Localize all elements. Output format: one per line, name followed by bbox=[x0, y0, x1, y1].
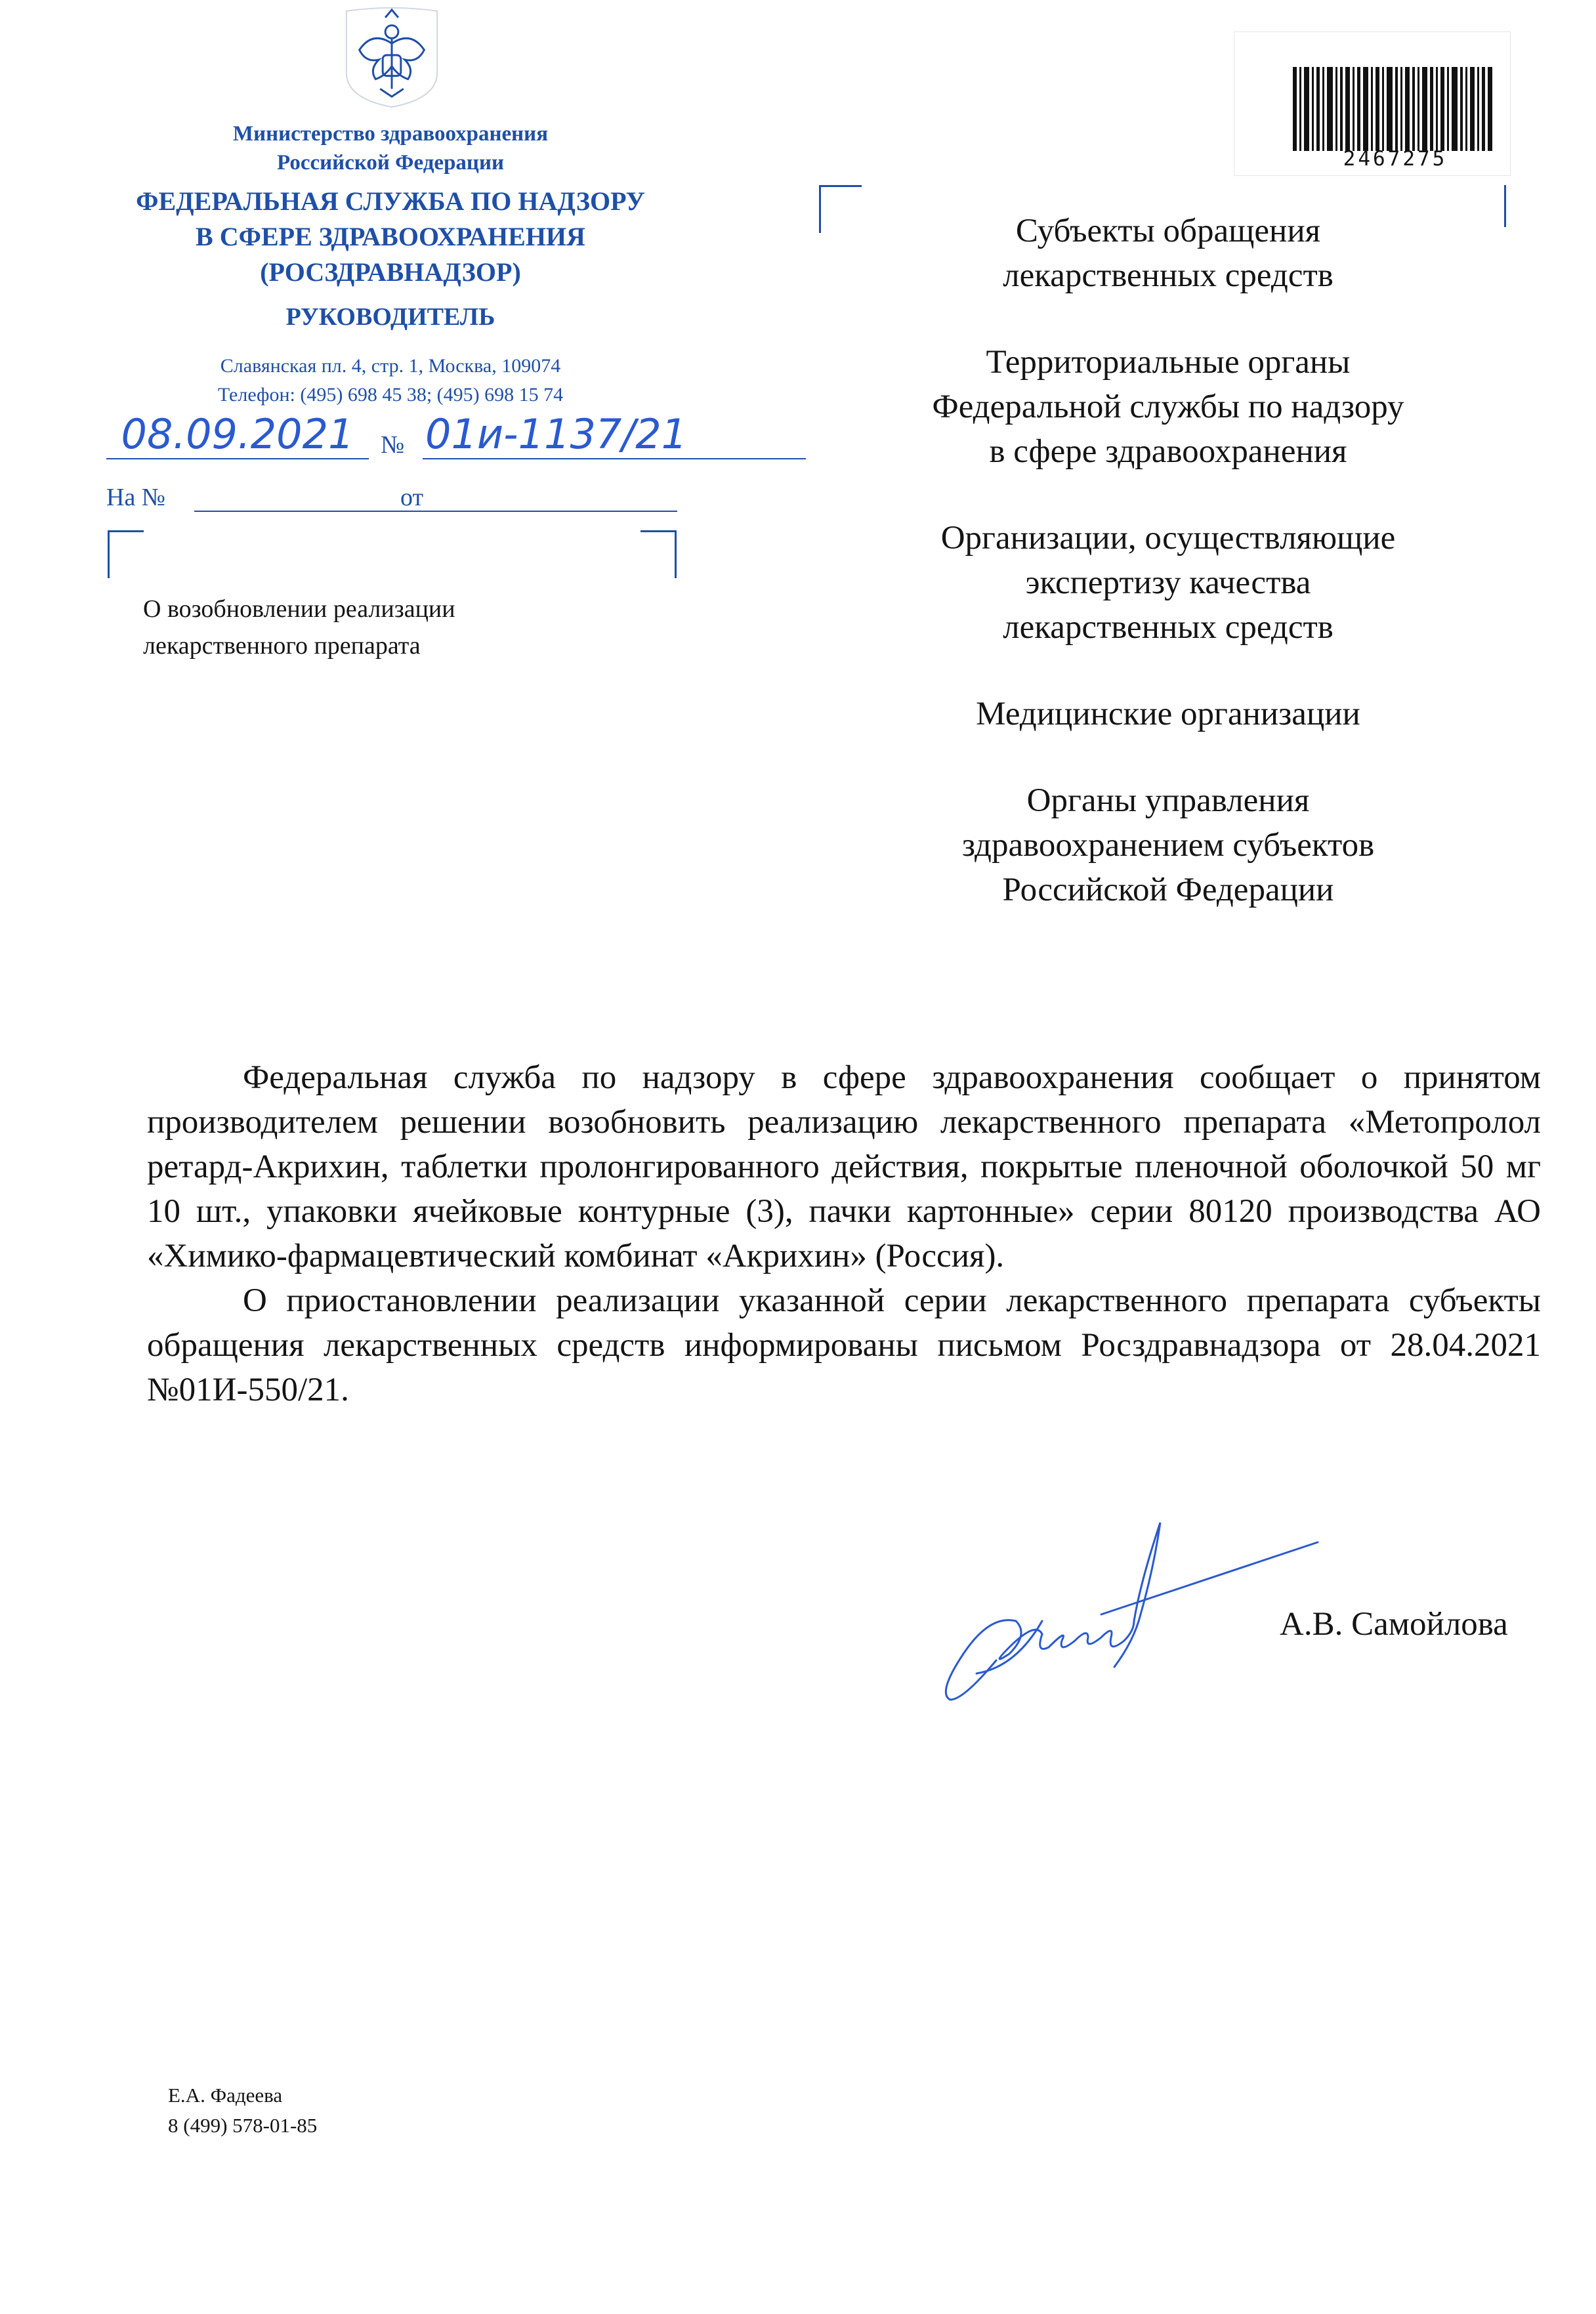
letter-body bbox=[147, 1055, 1541, 1412]
ministry-line: Российской Федерации bbox=[277, 151, 504, 175]
registration-date: 08.09.2021 bbox=[106, 410, 369, 459]
recipient-line: Федеральной службы по надзору bbox=[932, 389, 1404, 425]
reference-date-blank bbox=[442, 509, 677, 512]
reference-label: На № bbox=[106, 484, 166, 511]
address-block bbox=[98, 352, 682, 410]
recipient-group bbox=[873, 516, 1463, 650]
recipient-line: Субъекты обращения bbox=[1015, 213, 1321, 249]
recipients-block bbox=[873, 209, 1463, 954]
service-name bbox=[98, 184, 682, 290]
ministry-line: Министерство здравоохранения bbox=[232, 122, 549, 146]
recipient-line: Организации, осуществляющие bbox=[940, 520, 1396, 557]
subject-line: лекарственного препарата bbox=[143, 632, 421, 660]
recipient-line: Российской Федерации bbox=[1002, 872, 1334, 908]
recipient-group bbox=[873, 692, 1463, 736]
service-line: (РОСЗДРАВНАДЗОР) bbox=[260, 257, 521, 287]
subject-block bbox=[143, 591, 455, 664]
recipient-group bbox=[873, 209, 1463, 298]
recipient-line: Медицинские организации bbox=[976, 696, 1360, 732]
barcode-icon bbox=[1293, 67, 1492, 151]
service-line: В СФЕРЕ ЗДРАВООХРАНЕНИЯ bbox=[196, 222, 585, 251]
recipient-line: в сфере здравоохранения bbox=[989, 433, 1347, 470]
recipient-line: Территориальные органы bbox=[986, 344, 1351, 381]
reference-line bbox=[106, 475, 677, 515]
registration-line bbox=[106, 406, 782, 466]
body-paragraph: О приостановлении реализации указанной серии лекарственного препарата субъекты обращения лекарственных средств информированы письмом Росздравнадзора от 28.04.2021 №01И-550/21. bbox=[147, 1282, 1541, 1408]
recipient-line: Органы управления bbox=[1026, 782, 1310, 819]
subject-corner-right bbox=[640, 530, 677, 578]
reference-from-label: от bbox=[400, 484, 424, 511]
signer-name: А.В. Самойлова bbox=[1280, 1606, 1508, 1643]
address-corner-left bbox=[819, 185, 862, 233]
executor-name: Е.А. Фадеева bbox=[168, 2084, 283, 2107]
recipient-group bbox=[873, 778, 1463, 912]
recipient-line: экспертизу качества bbox=[1025, 564, 1311, 601]
address: Славянская пл. 4, стр. 1, Москва, 109074 bbox=[220, 355, 561, 377]
barcode-number: 2467275 bbox=[1343, 147, 1448, 171]
phone: Телефон: (495) 698 45 38; (495) 698 15 74 bbox=[217, 384, 564, 406]
body-paragraph: Федеральная служба по надзору в сфере здравоохранения сообщает о принятом производителем решении возобновить реализацию лекарственного препарата «Метопролол ретард-Акрихин, таблетки пролонгированного действия, покрытые пленочной оболочкой 50 мг 10 шт., упаковки ячейковые контурные (3), пачки картонные» серии 80120 производства АО «Химико-фармацевтический комбинат «Акрихин» (Россия). bbox=[147, 1059, 1541, 1274]
head-title: РУКОВОДИТЕЛЬ bbox=[285, 303, 495, 331]
recipient-line: лекарственных средств bbox=[1003, 257, 1334, 294]
recipient-line: лекарственных средств bbox=[1003, 609, 1334, 646]
registration-number: 01и-1137/21 bbox=[423, 410, 806, 459]
ministry-name bbox=[98, 119, 682, 177]
recipient-group bbox=[873, 340, 1463, 474]
coat-of-arms-icon bbox=[340, 4, 444, 109]
executor-phone: 8 (499) 578-01-85 bbox=[168, 2114, 318, 2137]
recipient-line: здравоохранением субъектов bbox=[961, 827, 1375, 864]
service-line: ФЕДЕРАЛЬНАЯ СЛУЖБА ПО НАДЗОРУ bbox=[136, 186, 645, 216]
executor-block bbox=[168, 2080, 317, 2141]
address-corner-right bbox=[1498, 185, 1506, 227]
subject-corner-left bbox=[108, 530, 144, 578]
number-sign: № bbox=[381, 431, 405, 459]
subject-line: О возобновлении реализации bbox=[143, 595, 455, 623]
